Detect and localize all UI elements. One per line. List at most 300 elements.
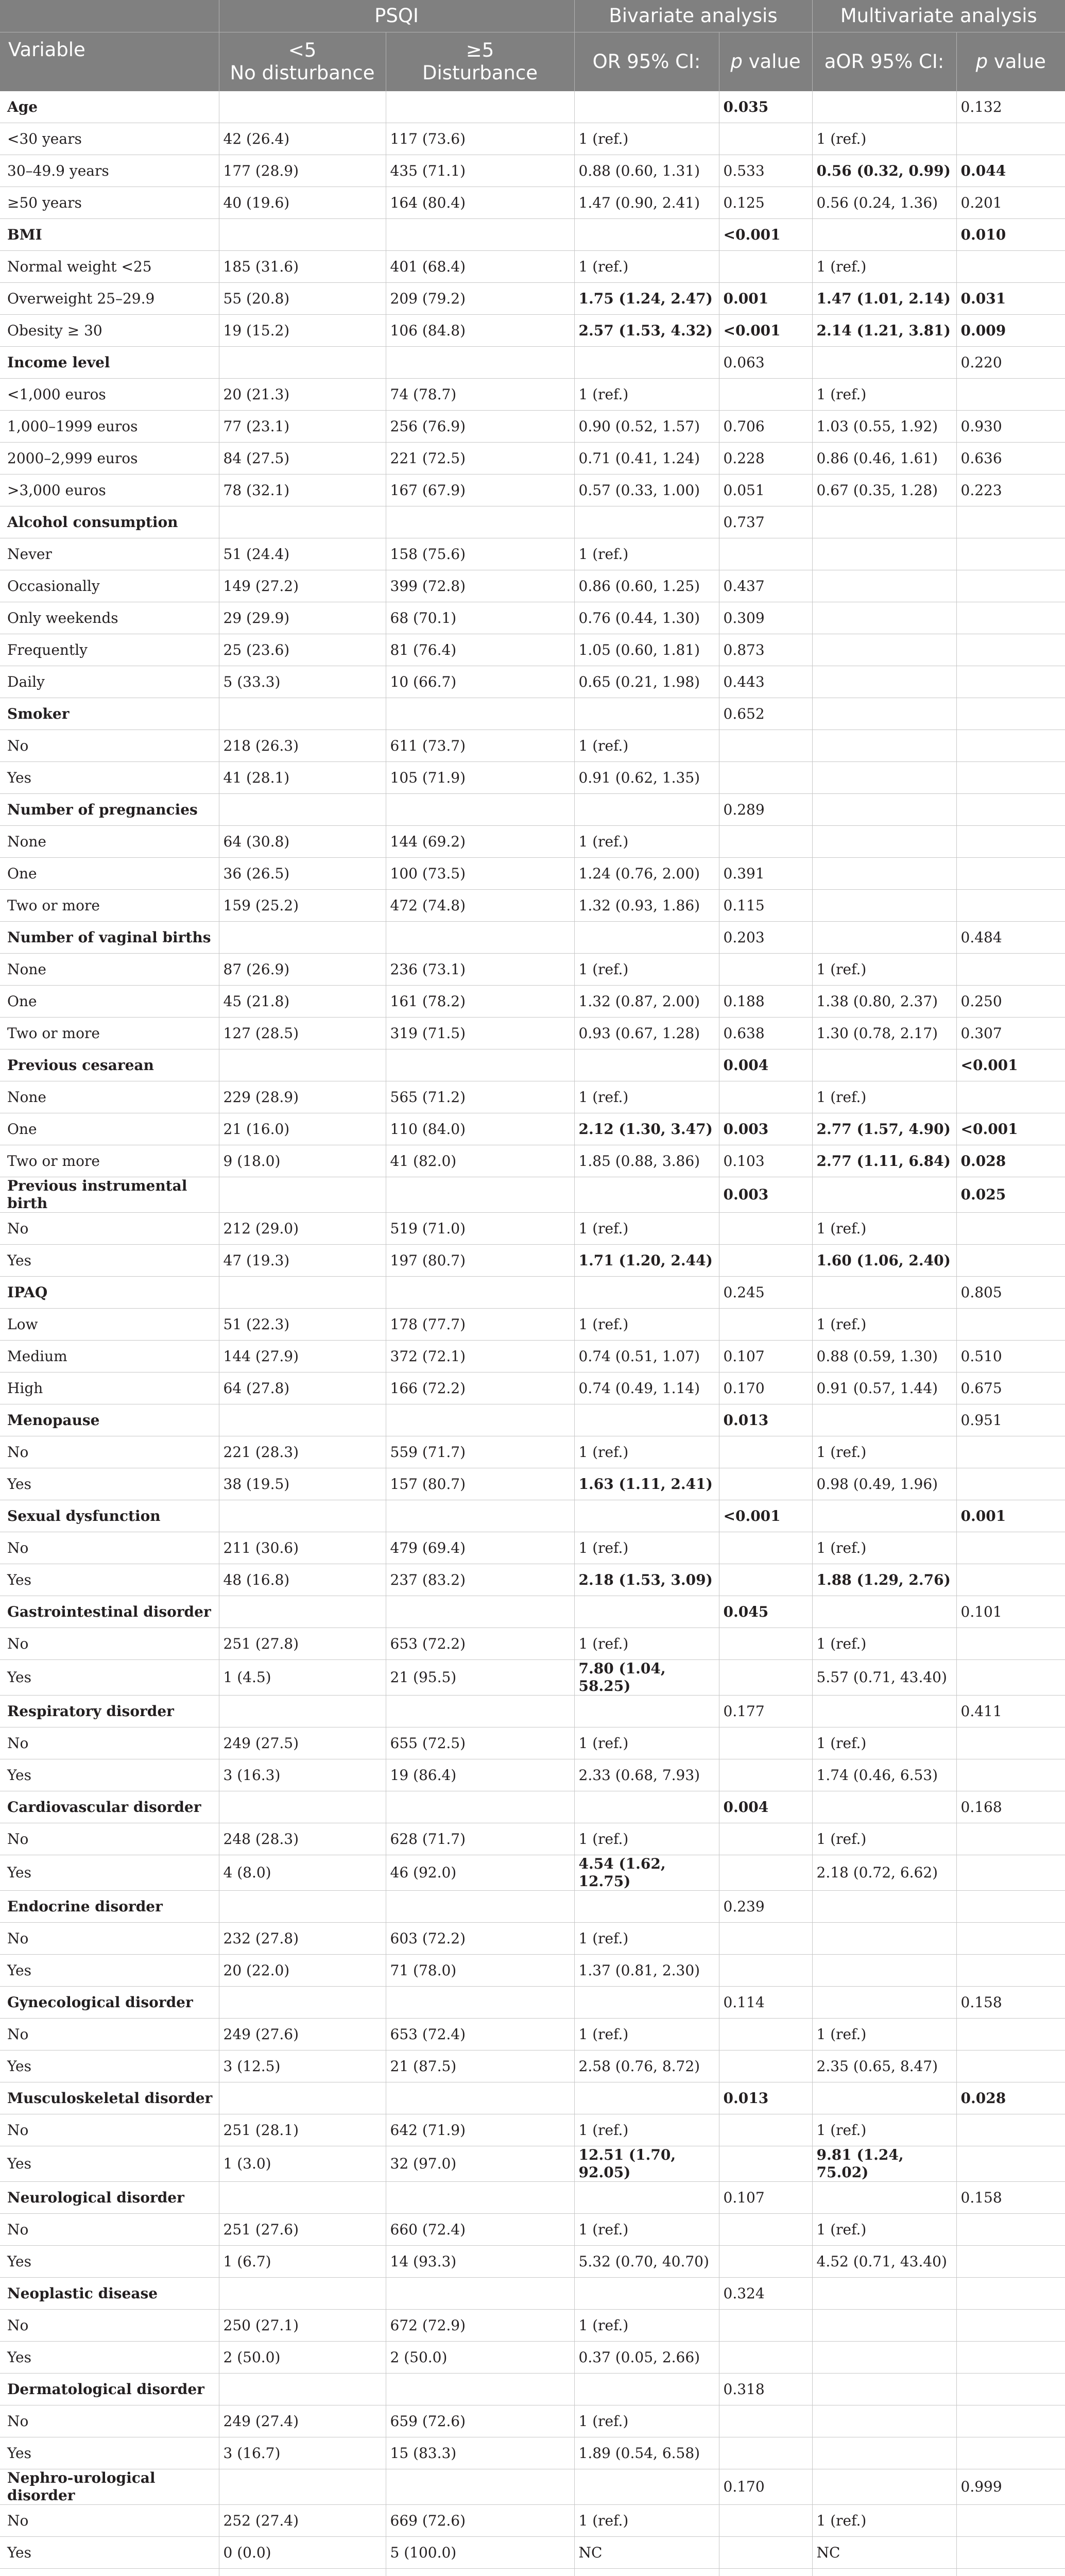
bivariate-p-value xyxy=(719,251,812,283)
multivariate-p-value: 0.101 xyxy=(956,1596,1065,1628)
multivariate-p-value: 0.250 xyxy=(956,986,1065,1018)
no-disturbance-count: 51 (24.4) xyxy=(219,538,386,570)
bivariate-p-value xyxy=(719,2405,812,2437)
variable-label: Cardiovascular disorder xyxy=(0,1791,219,1823)
disturbance-count: 117 (73.6) xyxy=(386,123,574,155)
no-disturbance-count xyxy=(219,2469,386,2505)
variable-group-row xyxy=(0,1596,1065,1628)
multivariate-p-value: 0.010 xyxy=(956,219,1065,251)
bivariate-p-value xyxy=(719,1468,812,1500)
no-disturbance-count xyxy=(219,1500,386,1532)
table-row xyxy=(0,730,1065,762)
no-disturbance-count xyxy=(219,1696,386,1727)
disturbance-count: 10 (66.7) xyxy=(386,666,574,698)
bivariate-p-value xyxy=(719,1923,812,1955)
multivariate-p-value xyxy=(956,570,1065,602)
disturbance-count xyxy=(386,1791,574,1823)
variable-label: No xyxy=(0,2019,219,2050)
variable-group-row xyxy=(0,698,1065,730)
or-ci-value: 12.51 (1.70, 92.05) xyxy=(574,2146,719,2182)
multivariate-p-value xyxy=(956,2310,1065,2342)
variable-label: Yes xyxy=(0,2437,219,2469)
aor-ci-value xyxy=(812,2405,956,2437)
no-disturbance-count xyxy=(219,219,386,251)
or-ci-value xyxy=(574,2278,719,2310)
disturbance-count: 628 (71.7) xyxy=(386,1823,574,1855)
table-row xyxy=(0,2437,1065,2469)
variable-label: 1,000–1999 euros xyxy=(0,411,219,443)
disturbance-count: 74 (78.7) xyxy=(386,379,574,411)
header-disturbance xyxy=(386,32,574,92)
disturbance-count: 71 (78.0) xyxy=(386,1955,574,1987)
disturbance-count: 565 (71.2) xyxy=(386,1081,574,1113)
aor-ci-value xyxy=(812,1277,956,1309)
variable-group-row xyxy=(0,1049,1065,1081)
or-ci-value: 4.54 (1.62, 12.75) xyxy=(574,1855,719,1891)
table-row xyxy=(0,1855,1065,1891)
or-ci-value: 1 (ref.) xyxy=(574,954,719,986)
variable-label: None xyxy=(0,1081,219,1113)
aor-ci-value: 1 (ref.) xyxy=(812,1727,956,1759)
variable-label: No xyxy=(0,2505,219,2537)
multivariate-p-value xyxy=(956,1309,1065,1341)
multivariate-p-value xyxy=(956,538,1065,570)
no-disturbance-count: 1 (3.0) xyxy=(219,2146,386,2182)
variable-group-row xyxy=(0,1791,1065,1823)
aor-ci-value: 1.03 (0.55, 1.92) xyxy=(812,411,956,443)
variable-label: 2000–2,999 euros xyxy=(0,443,219,474)
no-disturbance-count: 0 (0.0) xyxy=(219,2537,386,2569)
aor-ci-value xyxy=(812,2437,956,2469)
bivariate-p-value xyxy=(719,538,812,570)
bivariate-p-value: 0.115 xyxy=(719,890,812,922)
variable-label: Musculoskeletal disorder xyxy=(0,2082,219,2114)
disturbance-count xyxy=(386,1177,574,1213)
aor-ci-value xyxy=(812,1987,956,2019)
no-disturbance-count: 42 (26.4) xyxy=(219,123,386,155)
variable-label: No xyxy=(0,2214,219,2246)
no-disturbance-count xyxy=(219,2278,386,2310)
no-disturbance-count xyxy=(219,1404,386,1436)
no-disturbance-count: 252 (27.4) xyxy=(219,2505,386,2537)
multivariate-p-value xyxy=(956,2019,1065,2050)
no-disturbance-count: 87 (26.9) xyxy=(219,954,386,986)
variable-group-row xyxy=(0,1277,1065,1309)
variable-label: Two or more xyxy=(0,890,219,922)
disturbance-count: 197 (80.7) xyxy=(386,1245,574,1277)
disturbance-count: 5 (100.0) xyxy=(386,2537,574,2569)
multivariate-p-value: 0.001 xyxy=(956,1500,1065,1532)
aor-ci-value xyxy=(812,794,956,826)
bivariate-p-value xyxy=(719,2569,812,2576)
disturbance-count: 319 (71.5) xyxy=(386,1018,574,1049)
disturbance-count: 110 (84.0) xyxy=(386,1113,574,1145)
table-row xyxy=(0,1436,1065,1468)
or-ci-value: 2.57 (1.53, 4.32) xyxy=(574,315,719,347)
disturbance-count xyxy=(386,2469,574,2505)
variable-label xyxy=(0,2569,219,2576)
variable-label: BMI xyxy=(0,219,219,251)
variable-label: Dermatological disorder xyxy=(0,2374,219,2405)
bivariate-p-value: 0.188 xyxy=(719,986,812,1018)
header-or-ci: OR 95% CI: xyxy=(574,32,719,92)
no-disturbance-count: 2 (50.0) xyxy=(219,2342,386,2374)
aor-ci-value: NC xyxy=(812,2537,956,2569)
bivariate-p-value xyxy=(719,1855,812,1891)
bivariate-p-value: 0.203 xyxy=(719,922,812,954)
variable-label: No xyxy=(0,1532,219,1564)
variable-group-row xyxy=(0,506,1065,538)
bivariate-p-value xyxy=(719,2505,812,2537)
variable-label: Overweight 25–29.9 xyxy=(0,283,219,315)
disturbance-count: 672 (72.9) xyxy=(386,2310,574,2342)
disturbance-count: 611 (73.7) xyxy=(386,730,574,762)
variable-group-row xyxy=(0,1696,1065,1727)
variable-label: Gynecological disorder xyxy=(0,1987,219,2019)
table-row xyxy=(0,1532,1065,1564)
table-row xyxy=(0,826,1065,858)
disturbance-count: 401 (68.4) xyxy=(386,251,574,283)
header-ge5: ≥5 xyxy=(466,39,494,61)
bivariate-p-value xyxy=(719,1081,812,1113)
bivariate-p-value: 0.045 xyxy=(719,1596,812,1628)
no-disturbance-count xyxy=(219,1277,386,1309)
bivariate-p-value: 0.063 xyxy=(719,347,812,379)
no-disturbance-count: 159 (25.2) xyxy=(219,890,386,922)
or-ci-value: 1 (ref.) xyxy=(574,1727,719,1759)
multivariate-p-value xyxy=(956,730,1065,762)
bivariate-p-value xyxy=(719,1532,812,1564)
aor-ci-value xyxy=(812,634,956,666)
aor-ci-value: 2.35 (0.65, 8.47) xyxy=(812,2050,956,2082)
aor-ci-value xyxy=(812,730,956,762)
variable-label: Gastrointestinal disorder xyxy=(0,1596,219,1628)
bivariate-p-value: 0.103 xyxy=(719,1145,812,1177)
aor-ci-value xyxy=(812,666,956,698)
variable-label: No xyxy=(0,1923,219,1955)
table-row xyxy=(0,2537,1065,2569)
no-disturbance-count: 248 (28.3) xyxy=(219,1823,386,1855)
multivariate-p-value xyxy=(956,2050,1065,2082)
variable-group-row xyxy=(0,922,1065,954)
bivariate-p-value xyxy=(719,2342,812,2374)
variable-label: Nephro-urological disorder xyxy=(0,2469,219,2505)
or-ci-value: 1 (ref.) xyxy=(574,1213,719,1245)
or-ci-value xyxy=(574,1177,719,1213)
table-row xyxy=(0,634,1065,666)
or-ci-value xyxy=(574,2182,719,2214)
variable-label: No xyxy=(0,1436,219,1468)
aor-ci-value: 0.88 (0.59, 1.30) xyxy=(812,1341,956,1372)
or-ci-value: 1 (ref.) xyxy=(574,379,719,411)
multivariate-p-value xyxy=(956,2246,1065,2278)
or-ci-value xyxy=(574,1500,719,1532)
no-disturbance-count: 211 (30.6) xyxy=(219,1532,386,1564)
disturbance-count: 655 (72.5) xyxy=(386,1727,574,1759)
bivariate-p-value: 0.004 xyxy=(719,1791,812,1823)
table-row xyxy=(0,411,1065,443)
variable-label: <30 years xyxy=(0,123,219,155)
no-disturbance-count: 84 (27.5) xyxy=(219,443,386,474)
variable-label: >3,000 euros xyxy=(0,474,219,506)
aor-ci-value: 1 (ref.) xyxy=(812,379,956,411)
table-row xyxy=(0,1628,1065,1660)
table-row xyxy=(0,1660,1065,1696)
table-row xyxy=(0,1955,1065,1987)
table-header xyxy=(0,0,1065,91)
or-ci-value: 1 (ref.) xyxy=(574,2114,719,2146)
table-row xyxy=(0,1113,1065,1145)
table-row xyxy=(0,123,1065,155)
or-ci-value xyxy=(574,1404,719,1436)
disturbance-count: 653 (72.4) xyxy=(386,2019,574,2050)
multivariate-p-value xyxy=(956,602,1065,634)
multivariate-p-value: 0.484 xyxy=(956,922,1065,954)
table-row xyxy=(0,1341,1065,1372)
table-row xyxy=(0,155,1065,187)
bivariate-p-value: <0.001 xyxy=(719,1500,812,1532)
disturbance-count: 81 (76.4) xyxy=(386,634,574,666)
variable-label: Neoplastic disease xyxy=(0,2278,219,2310)
bivariate-p-value xyxy=(719,2050,812,2082)
aor-ci-value: 1 (ref.) xyxy=(812,954,956,986)
aor-ci-value: 1.74 (0.46, 6.53) xyxy=(812,1759,956,1791)
multivariate-p-value xyxy=(956,2405,1065,2437)
multivariate-p-value xyxy=(956,1923,1065,1955)
disturbance-count xyxy=(386,1891,574,1923)
aor-ci-value: 0.56 (0.24, 1.36) xyxy=(812,187,956,219)
header-row-groups xyxy=(0,0,1065,32)
no-disturbance-count: 21 (16.0) xyxy=(219,1113,386,1145)
or-ci-value: 1.32 (0.93, 1.86) xyxy=(574,890,719,922)
or-ci-value: 1 (ref.) xyxy=(574,123,719,155)
disturbance-count: 105 (71.9) xyxy=(386,762,574,794)
header-p-value-bivariate xyxy=(719,32,812,92)
no-disturbance-count: 249 (27.5) xyxy=(219,1727,386,1759)
no-disturbance-count: 77 (23.1) xyxy=(219,411,386,443)
aor-ci-value: 1 (ref.) xyxy=(812,1532,956,1564)
bivariate-p-value xyxy=(719,1564,812,1596)
table-row xyxy=(0,1309,1065,1341)
multivariate-p-value: 0.999 xyxy=(956,2469,1065,2505)
aor-ci-value: 1 (ref.) xyxy=(812,1628,956,1660)
or-ci-value: 1.63 (1.11, 2.41) xyxy=(574,1468,719,1500)
bivariate-p-value: 0.177 xyxy=(719,1696,812,1727)
variable-label: Yes xyxy=(0,1564,219,1596)
multivariate-p-value xyxy=(956,1727,1065,1759)
disturbance-count: 209 (79.2) xyxy=(386,283,574,315)
disturbance-count: 19 (86.4) xyxy=(386,1759,574,1791)
multivariate-p-value xyxy=(956,1213,1065,1245)
bivariate-p-value: <0.001 xyxy=(719,219,812,251)
header-psqi: PSQI xyxy=(219,0,574,32)
bivariate-p-value xyxy=(719,1436,812,1468)
or-ci-value: 1 (ref.) xyxy=(574,1436,719,1468)
no-disturbance-count: 3 (16.3) xyxy=(219,1759,386,1791)
table-row xyxy=(0,283,1065,315)
table-row xyxy=(0,2146,1065,2182)
no-disturbance-count xyxy=(219,794,386,826)
variable-label: Endocrine disorder xyxy=(0,1891,219,1923)
aor-ci-value: 2.14 (1.21, 3.81) xyxy=(812,315,956,347)
disturbance-count: 372 (72.1) xyxy=(386,1341,574,1372)
no-disturbance-count: 1 (4.5) xyxy=(219,1660,386,1696)
disturbance-count xyxy=(386,1596,574,1628)
or-ci-value: 0.74 (0.51, 1.07) xyxy=(574,1341,719,1372)
bivariate-p-value: 0.443 xyxy=(719,666,812,698)
disturbance-count xyxy=(386,1277,574,1309)
variable-label: Medium xyxy=(0,1341,219,1372)
no-disturbance-count xyxy=(219,698,386,730)
disturbance-count: 161 (78.2) xyxy=(386,986,574,1018)
disturbance-count: 472 (74.8) xyxy=(386,890,574,922)
disturbance-count: 32 (97.0) xyxy=(386,2146,574,2182)
no-disturbance-count: 3 (16.7) xyxy=(219,2437,386,2469)
multivariate-p-value xyxy=(956,1855,1065,1891)
disturbance-count xyxy=(386,91,574,123)
multivariate-p-value: 0.675 xyxy=(956,1372,1065,1404)
aor-ci-value: 1.60 (1.06, 2.40) xyxy=(812,1245,956,1277)
disturbance-count: 2 (50.0) xyxy=(386,2342,574,2374)
disturbance-count: 157 (80.7) xyxy=(386,1468,574,1500)
or-ci-value: 1 (ref.) xyxy=(574,1309,719,1341)
aor-ci-value xyxy=(812,1500,956,1532)
variable-label: Yes xyxy=(0,2342,219,2374)
multivariate-p-value xyxy=(956,1628,1065,1660)
disturbance-count: 144 (69.2) xyxy=(386,826,574,858)
disturbance-count: 399 (72.8) xyxy=(386,570,574,602)
variable-label: No xyxy=(0,1213,219,1245)
disturbance-count: 237 (83.2) xyxy=(386,1564,574,1596)
table-row xyxy=(0,1823,1065,1855)
multivariate-p-value xyxy=(956,666,1065,698)
multivariate-p-value: 0.158 xyxy=(956,2182,1065,2214)
no-disturbance-count xyxy=(219,1049,386,1081)
no-disturbance-count: 249 (27.4) xyxy=(219,2405,386,2437)
variable-label: Only weekends xyxy=(0,602,219,634)
table-row xyxy=(0,315,1065,347)
aor-ci-value xyxy=(812,2569,956,2576)
no-disturbance-count: 38 (19.5) xyxy=(219,1468,386,1500)
disturbance-count xyxy=(386,1987,574,2019)
or-ci-value: 1.89 (0.54, 6.58) xyxy=(574,2437,719,2469)
disturbance-count xyxy=(386,1404,574,1436)
disturbance-count: 603 (72.2) xyxy=(386,1923,574,1955)
multivariate-p-value xyxy=(956,1891,1065,1923)
aor-ci-value xyxy=(812,2082,956,2114)
table-row xyxy=(0,187,1065,219)
disturbance-count: 659 (72.6) xyxy=(386,2405,574,2437)
bivariate-p-value: 0.003 xyxy=(719,1177,812,1213)
no-disturbance-count xyxy=(219,2569,386,2576)
or-ci-value: 1.85 (0.88, 3.86) xyxy=(574,1145,719,1177)
header-p-letter: p xyxy=(975,50,988,73)
disturbance-count: 21 (87.5) xyxy=(386,2050,574,2082)
disturbance-count: 164 (80.4) xyxy=(386,187,574,219)
table-row xyxy=(0,1245,1065,1277)
aor-ci-value: 1 (ref.) xyxy=(812,1213,956,1245)
or-ci-value: 1 (ref.) xyxy=(574,1532,719,1564)
variable-group-row xyxy=(0,347,1065,379)
no-disturbance-count xyxy=(219,1177,386,1213)
no-disturbance-count: 40 (19.6) xyxy=(219,187,386,219)
multivariate-p-value xyxy=(956,123,1065,155)
variable-label: No xyxy=(0,1727,219,1759)
bivariate-p-value xyxy=(719,826,812,858)
aor-ci-value xyxy=(812,698,956,730)
multivariate-p-value xyxy=(956,2374,1065,2405)
variable-label: Yes xyxy=(0,1245,219,1277)
or-ci-value: 0.65 (0.21, 1.98) xyxy=(574,666,719,698)
variable-label: <1,000 euros xyxy=(0,379,219,411)
multivariate-p-value: 0.201 xyxy=(956,187,1065,219)
multivariate-p-value: 0.223 xyxy=(956,474,1065,506)
aor-ci-value xyxy=(812,1596,956,1628)
variable-label: No xyxy=(0,2310,219,2342)
header-row-columns xyxy=(0,32,1065,92)
disturbance-count: 21 (95.5) xyxy=(386,1660,574,1696)
or-ci-value: 1.05 (0.60, 1.81) xyxy=(574,634,719,666)
disturbance-count: 41 (82.0) xyxy=(386,1145,574,1177)
header-variable: Variable xyxy=(0,32,219,92)
aor-ci-value xyxy=(812,2374,956,2405)
no-disturbance-count: 221 (28.3) xyxy=(219,1436,386,1468)
variable-group-row xyxy=(0,1177,1065,1213)
multivariate-p-value xyxy=(956,954,1065,986)
multivariate-p-value: <0.001 xyxy=(956,1049,1065,1081)
variable-group-row xyxy=(0,2374,1065,2405)
aor-ci-value: 2.77 (1.11, 6.84) xyxy=(812,1145,956,1177)
or-ci-value: 1 (ref.) xyxy=(574,538,719,570)
table-row xyxy=(0,251,1065,283)
bivariate-p-value xyxy=(719,730,812,762)
table-row xyxy=(0,2310,1065,2342)
variable-group-row xyxy=(0,2082,1065,2114)
no-disturbance-count: 1 (6.7) xyxy=(219,2246,386,2278)
multivariate-p-value: 0.951 xyxy=(956,1404,1065,1436)
aor-ci-value: 1 (ref.) xyxy=(812,1081,956,1113)
bivariate-p-value xyxy=(719,1245,812,1277)
disturbance-count: 14 (93.3) xyxy=(386,2246,574,2278)
variable-group-row xyxy=(0,2182,1065,2214)
variable-label: Yes xyxy=(0,762,219,794)
table-row xyxy=(0,474,1065,506)
bivariate-p-value: 0.170 xyxy=(719,1372,812,1404)
table-row xyxy=(0,379,1065,411)
disturbance-count xyxy=(386,2374,574,2405)
variable-label: Alcohol consumption xyxy=(0,506,219,538)
no-disturbance-count: 51 (22.3) xyxy=(219,1309,386,1341)
multivariate-p-value xyxy=(956,1436,1065,1468)
multivariate-p-value xyxy=(956,858,1065,890)
bivariate-p-value: 0.309 xyxy=(719,602,812,634)
aor-ci-value: 0.86 (0.46, 1.61) xyxy=(812,443,956,474)
disturbance-count: 669 (72.6) xyxy=(386,2505,574,2537)
no-disturbance-count: 232 (27.8) xyxy=(219,1923,386,1955)
or-ci-value: 0.76 (0.44, 1.30) xyxy=(574,602,719,634)
bivariate-p-value: 0.289 xyxy=(719,794,812,826)
multivariate-p-value: 0.031 xyxy=(956,283,1065,315)
multivariate-p-value xyxy=(956,2537,1065,2569)
bivariate-p-value: 0.437 xyxy=(719,570,812,602)
variable-label: ≥50 years xyxy=(0,187,219,219)
multivariate-p-value: 0.168 xyxy=(956,1791,1065,1823)
or-ci-value: 0.90 (0.52, 1.57) xyxy=(574,411,719,443)
no-disturbance-count xyxy=(219,2182,386,2214)
no-disturbance-count: 55 (20.8) xyxy=(219,283,386,315)
aor-ci-value xyxy=(812,1177,956,1213)
aor-ci-value xyxy=(812,922,956,954)
